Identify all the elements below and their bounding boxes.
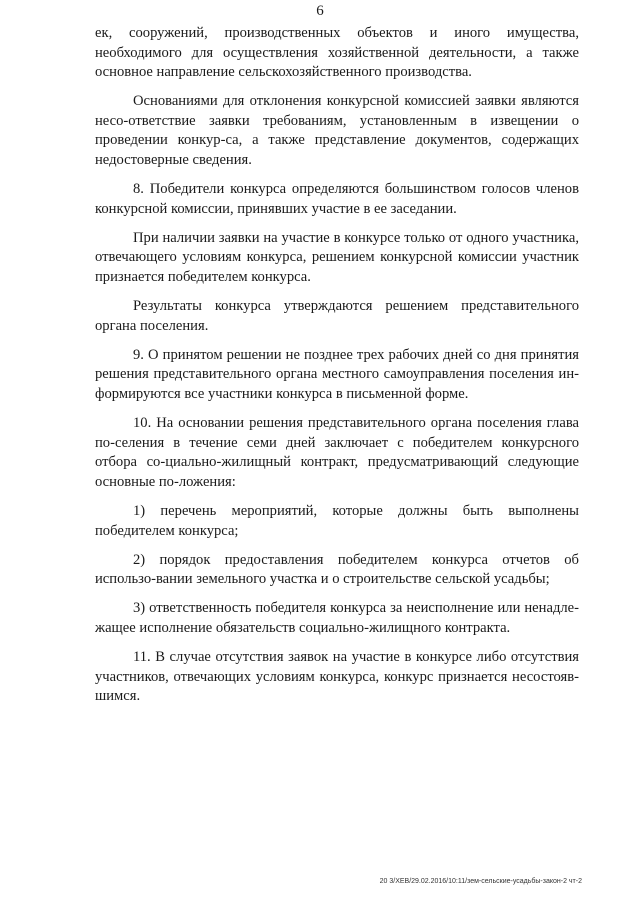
paragraph-rejection-grounds: Основаниями для отклонения конкурсной комиссией заявки являются несо-ответствие заявки требованиям, установленным в извещении о проведении конкур-са, а также представление документов, содержащих недостоверные сведения. bbox=[95, 93, 579, 169]
paragraph-subitem-3: 3) ответственность победителя конкурса за неисполнение или ненадле-жащее исполнение обязательств социально-жилищного контракта. bbox=[95, 600, 579, 636]
page-number: 6 bbox=[316, 3, 324, 19]
paragraph-subitem-1: 1) перечень мероприятий, которые должны быть выполнены победителем конкурса; bbox=[95, 502, 579, 539]
document-footer-reference: 20 3/ХЕВ/29.02.2016/10:11/зем-сельские-усадьбы-закон-2 чт-2 bbox=[379, 878, 582, 885]
paragraph-item-11: 11. В случае отсутствия заявок на участие в конкурсе либо отсутствия участников, отвечающих условиям конкурса, конкурс признается несостояв-шимся. bbox=[95, 649, 579, 705]
paragraph-subitem-2: 2) порядок предоставления победителем конкурса отчетов об использо-вании земельного участка и о строительстве сельской усадьбы; bbox=[95, 551, 579, 588]
paragraph-item-9: 9. О принятом решении не позднее трех рабочих дней со дня принятия решения представительного органа местного самоуправления поселения ин-формируются все участники конкурса в письменной форме. bbox=[95, 346, 579, 402]
paragraph-single-applicant: При наличии заявки на участие в конкурсе только от одного участника, отвечающего условиям конкурса, решением конкурсной комиссии участник признается победителем конкурса. bbox=[95, 229, 579, 286]
paragraph-item-10: 10. На основании решения представительного органа поселения глава по-селения в течение семи дней заключает с победителем конкурсного отбора со-циально-жилищный контракт, предусматривающий следующие основные по-ложения: bbox=[95, 415, 579, 490]
paragraph-results-approval: Результаты конкурса утверждаются решением представительного органа поселения. bbox=[95, 298, 579, 334]
paragraph-continuation: ек, сооружений, производственных объектов и иного имущества, необходимого для осуществления хозяйственной деятельности, а также основное направление сельскохозяйственного производства. bbox=[95, 25, 579, 81]
paragraph-item-8: 8. Победители конкурса определяются большинством голосов членов конкурсной комиссии, принявших участие в ее заседании. bbox=[95, 181, 579, 217]
document-body bbox=[95, 24, 579, 716]
